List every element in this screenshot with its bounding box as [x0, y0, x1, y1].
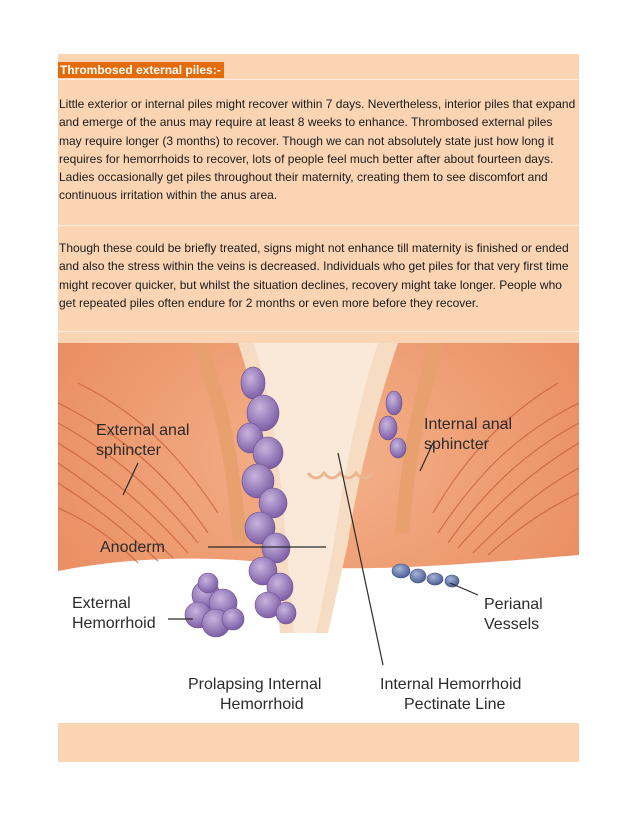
label-perianal-vessels-2: Vessels [484, 616, 540, 633]
label-perianal-vessels-1: Perianal [484, 596, 543, 613]
label-external-hemorrhoid-1: External [72, 595, 131, 612]
section-heading: Thrombosed external piles:- [58, 62, 224, 78]
label-external-hemorrhoid-2: Hemorrhoid [72, 615, 156, 632]
anatomy-illustration [58, 343, 579, 723]
label-external-anal-sphincter-2: sphincter [96, 442, 161, 459]
divider [58, 225, 579, 226]
label-internal-hemorrhoid-pectinate-2: Pectinate Line [404, 696, 506, 713]
hemorrhoid-diagram [58, 343, 579, 723]
label-internal-anal-sphincter-1: Internal anal [424, 416, 513, 433]
label-internal-anal-sphincter-2: sphincter [424, 436, 489, 453]
paragraph-2: Though these could be briefly treated, signs might not enhance till maternity is finished or ended and also the stress within the veins is decreased. Individuals who get piles for that very first time might recover quicker, but whilst the situation declines, recovery might take longer. People who get repeated piles often endure for 2 months or even more before they recover. [59, 241, 569, 310]
label-anoderm: Anoderm [100, 539, 165, 556]
label-prolapsing-internal-hemorrhoid-1: Prolapsing Internal [188, 676, 322, 693]
label-external-anal-sphincter-1: External anal [96, 422, 190, 439]
label-internal-hemorrhoid-pectinate-1: Internal Hemorrhoid [380, 676, 522, 693]
label-prolapsing-internal-hemorrhoid-2: Hemorrhoid [220, 696, 304, 713]
paragraph-1: Little exterior or internal piles might recover within 7 days. Nevertheless, interior piles that expand and emerge of the anus may require at least 8 weeks to enhance. Thrombosed external piles may require longer (3 months) to recover. Though we can not absolutely state just how long it requires for hemorrhoids to recover, lots of people feel much better after about fourteen days. Ladies occasionally get piles throughout their maternity, creating them to see discomfort and continuous irritation within the anus area. [59, 97, 576, 203]
divider [58, 331, 579, 332]
divider [58, 79, 579, 80]
